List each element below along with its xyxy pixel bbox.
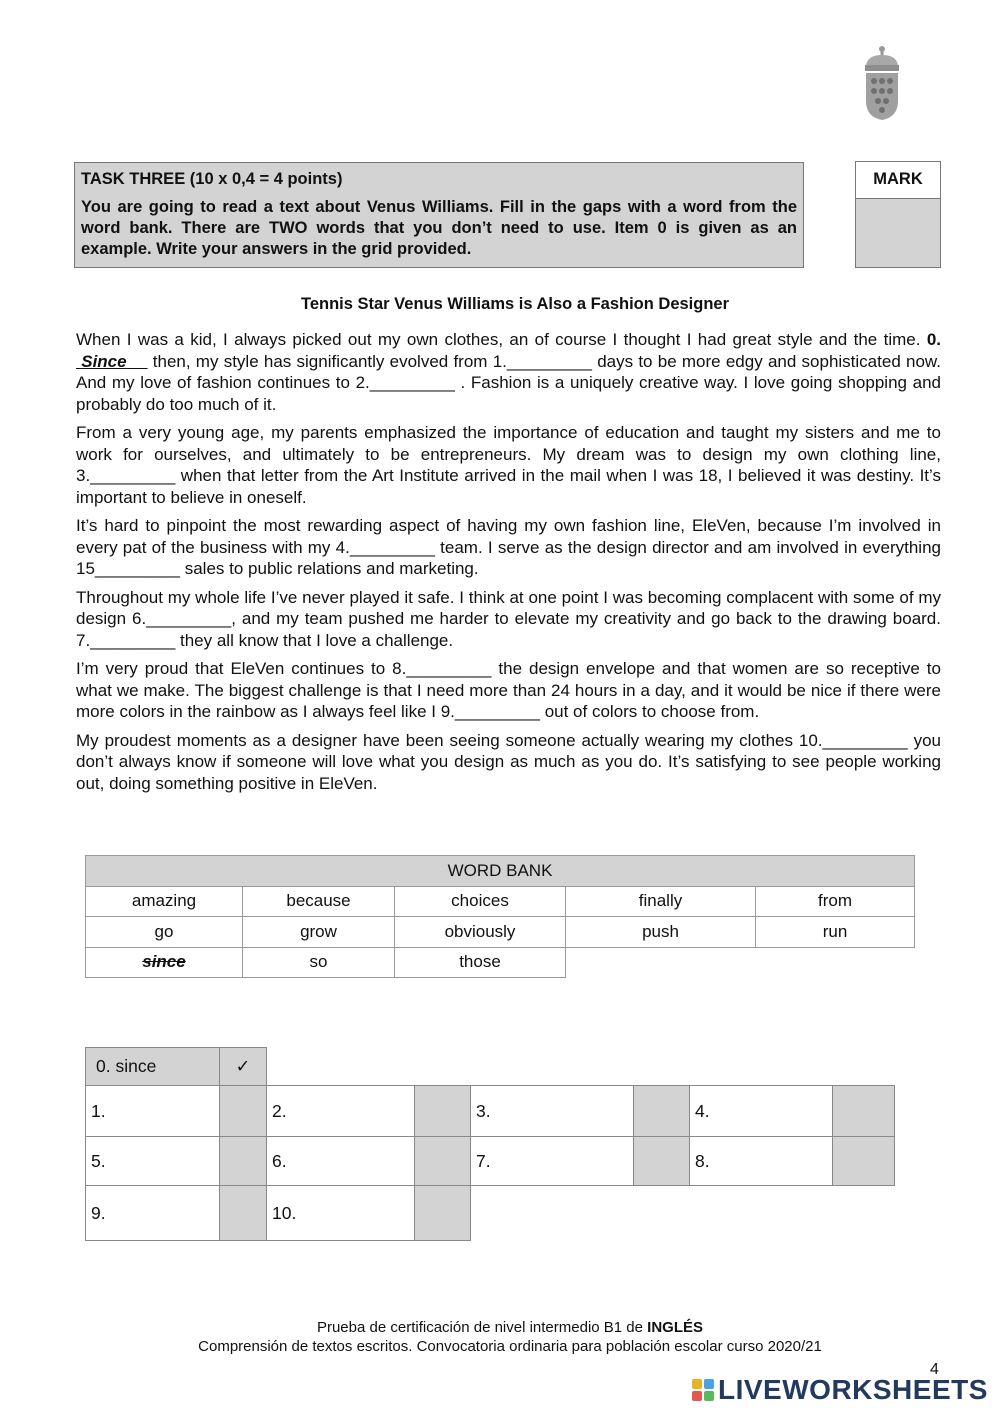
word-bank-word: from (756, 886, 915, 917)
answer-label: 4. (690, 1086, 833, 1137)
word-bank-word: because (243, 886, 395, 917)
word-bank-word: so (243, 947, 395, 978)
mark-label: MARK (856, 162, 940, 199)
word-bank-row (86, 917, 915, 948)
task-instructions-box (74, 162, 804, 268)
task-instructions: You are going to read a text about Venus Williams. Fill in the gaps with a word from the word bank. There are TWO words that you don’t need to use. Item 0 is given as an example. Write your answers in the grid provided. (81, 198, 797, 258)
mark-box (855, 161, 941, 268)
example-answer: Since (81, 351, 127, 371)
answer-mark-cell[interactable] (634, 1137, 690, 1186)
footer-line-2: Comprensión de textos escritos. Convocatoria ordinaria para población escolar curso 2020/21 (198, 1338, 822, 1355)
paragraph-3: It’s hard to pinpoint the most rewarding aspect of having my own fashion line, EleVen, because I’m involved in every pat of the business with my 4._________ team. I serve as the design director and am involved in everything 15_________ sales to public relations and marketing. (76, 516, 941, 578)
paragraph-6: My proudest moments as a designer have been seeing someone actually wearing my clothes 10._________ you don’t always know if someone will love what you design as much as you do. It’s satisfying to see people working out, doing something positive in EleVen. (76, 730, 941, 793)
answer-mark-cell[interactable] (415, 1186, 471, 1241)
answer-mark-cell[interactable] (220, 1137, 267, 1186)
paragraph-1: When I was a kid, I always picked out my own clothes, an of course I thought I had great style and the time. 0. Since then, my style has significantly evolved from 1._________ days to be more edgy and sophisticated now. And my love of fashion continues to 2._________ . Fashion is a uniquely creative way. I love going shopping and probably do too much of it. (76, 330, 941, 414)
mark-field[interactable] (856, 199, 940, 267)
answer-label: 10. (267, 1186, 415, 1241)
reading-text (76, 329, 941, 801)
word-bank-word: go (86, 917, 243, 948)
word-bank-table (85, 855, 915, 978)
word-bank-row (86, 886, 915, 917)
answer-mark-cell[interactable] (220, 1086, 267, 1137)
footer-line-1: Prueba de certificación de nivel intermedio B1 de INGLÉS (316, 1319, 704, 1336)
word-bank-header: WORD BANK (86, 856, 915, 887)
page-footer (0, 1318, 1000, 1356)
answer-label: 8. (690, 1137, 833, 1186)
example-answer-cell: 0. since (86, 1048, 220, 1086)
answer-label: 3. (471, 1086, 634, 1137)
paragraph-5: I’m very proud that EleVen continues to 8._________ the design envelope and that women are so receptive to what we make. The biggest challenge is that I need more than 24 hours in a day, and it would be nice if there were more colors in the rainbow as I always feel like I 9._________ out of colors to choose from. (76, 659, 941, 721)
word-bank-word: finally (566, 886, 756, 917)
word-bank-word: run (756, 917, 915, 948)
answer-grid (85, 1047, 895, 1241)
answer-mark-cell[interactable] (634, 1086, 690, 1137)
paragraph-4: Throughout my whole life I’ve never played it safe. I think at one point I was becoming complacent with some of my design 6._________, and my team pushed me harder to elevate my creativity and go back to the drawing board. 7._________ they all know that I love a challenge. (76, 587, 941, 650)
answer-mark-cell[interactable] (415, 1086, 471, 1137)
answer-mark-cell[interactable] (833, 1086, 895, 1137)
answer-label: 6. (267, 1137, 415, 1186)
word-bank-row (86, 947, 915, 978)
task-title: TASK THREE (10 x 0,4 = 4 points) (81, 170, 343, 188)
answer-mark-cell[interactable] (220, 1186, 267, 1241)
check-icon: ✓ (220, 1048, 267, 1086)
answer-label: 5. (86, 1137, 220, 1186)
answer-label: 2. (267, 1086, 415, 1137)
example-number: 0. (926, 330, 941, 349)
word-bank-word: amazing (86, 886, 243, 917)
word-bank-word: push (566, 917, 756, 948)
answer-mark-cell[interactable] (415, 1137, 471, 1186)
word-bank-word: grow (243, 917, 395, 948)
answer-label: 9. (86, 1186, 220, 1241)
answer-label: 7. (471, 1137, 634, 1186)
liveworksheets-logo (692, 1375, 992, 1405)
crest-logo (858, 45, 906, 121)
paragraph-2: From a very young age, my parents emphasized the importance of education and taught my sisters and me to work for ourselves, and ultimately to be entrepreneurs. My dream was to design my own clothing line, 3._________ when that letter from the Art Institute arrived in the mail when I was 18, I believed it was destiny. It’s important to believe in oneself. (76, 423, 941, 507)
page-number: 4 (930, 1361, 939, 1378)
answer-mark-cell[interactable] (833, 1137, 895, 1186)
answer-label: 1. (86, 1086, 220, 1137)
word-bank-word: choices (395, 886, 566, 917)
word-bank-word-used: since (86, 947, 243, 978)
word-bank-word: obviously (395, 917, 566, 948)
reading-title: Tennis Star Venus Williams is Also a Fashion Designer (300, 295, 730, 313)
liveworksheets-wordmark: LIVEWORKSHEETS (718, 1374, 988, 1405)
liveworksheets-cubes-icon (692, 1379, 714, 1401)
word-bank-word: those (395, 947, 566, 978)
